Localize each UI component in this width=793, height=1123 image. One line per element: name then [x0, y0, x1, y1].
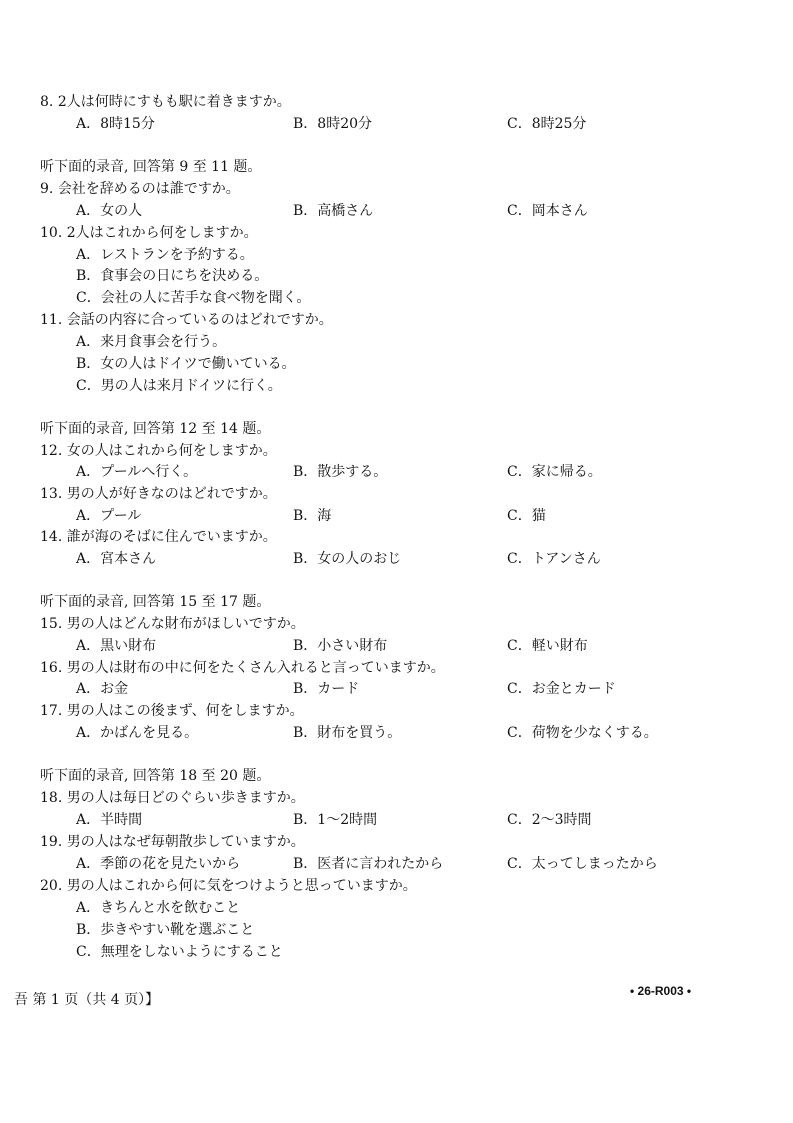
question-9 [40, 180, 240, 198]
question-number: 19. [40, 834, 63, 850]
option-b: B．8時20分 [293, 116, 373, 132]
option-a: A．季節の花を見たいから [76, 856, 241, 872]
question-number: 11. [40, 312, 63, 328]
question-text: 2人は何時にすもも駅に着きますか。 [57, 94, 291, 110]
option-b: B．1～2時間 [293, 812, 378, 828]
option-a: A．お金 [76, 681, 129, 697]
option-c: C．無理をしないようにすること [76, 944, 283, 960]
option-b: B．カード [293, 681, 360, 697]
question-number: 20. [40, 878, 63, 894]
question-number: 15. [40, 616, 63, 632]
option-c: C．会社の人に苦手な食べ物を聞く。 [76, 290, 311, 306]
option-a: A．来月食事会を行う。 [76, 334, 227, 350]
option-c: C．家に帰る。 [507, 464, 602, 480]
question-text: 男の人は財布の中に何をたくさん入れると言っていますか。 [66, 660, 445, 676]
section-heading: 听下面的录音, 回答第 12 至 14 题。 [40, 421, 271, 437]
option-b: B．海 [293, 508, 332, 524]
question-text: 男の人が好きなのはどれですか。 [66, 486, 277, 502]
option-a: A．プール [76, 508, 142, 524]
option-a: A．きちんと水を飲むこと [76, 900, 241, 916]
option-b: B．歩きやすい靴を選ぶこと [76, 922, 255, 938]
question-12 [40, 442, 277, 460]
option-a: A．レストランを予約する。 [76, 247, 254, 263]
option-a: A．半時間 [76, 812, 143, 828]
question-text: 男の人はこの後まず、何をしますか。 [66, 703, 304, 719]
question-11 [40, 311, 333, 329]
option-c: C．トアンさん [507, 551, 601, 567]
question-number: 9. [40, 181, 54, 197]
option-c: C．猫 [507, 508, 546, 524]
question-14 [40, 528, 277, 546]
question-text: 男の人はどんな財布がほしいですか。 [66, 616, 305, 632]
option-a: A．プールへ行く。 [76, 464, 198, 480]
option-b: B．財布を買う。 [293, 725, 402, 741]
option-b: B．女の人はドイツで働いている。 [76, 356, 296, 372]
question-text: 会社を辞めるのは誰ですか。 [57, 181, 240, 197]
option-a: A．黒い財布 [76, 638, 157, 654]
option-c: C．8時25分 [507, 116, 587, 132]
option-b: B．小さい財布 [293, 638, 388, 654]
question-text: 男の人はなぜ毎朝散歩していますか。 [66, 834, 305, 850]
question-number: 8. [40, 94, 54, 110]
section-heading: 听下面的录音, 回答第 18 至 20 题。 [40, 768, 271, 784]
option-a: A．女の人 [76, 203, 143, 219]
question-text: 男の人は毎日どのぐらい歩きますか。 [66, 790, 305, 806]
option-c: C．男の人は来月ドイツに行く。 [76, 378, 282, 394]
option-c: C．荷物を少なくする。 [507, 725, 658, 741]
option-a: A．8時15分 [76, 116, 155, 132]
option-b: B．高橋さん [293, 203, 374, 219]
option-a: A．宮本さん [76, 551, 157, 567]
option-b: B．散歩する。 [293, 464, 388, 480]
exam-code: • 26-R003 • [630, 984, 692, 998]
option-a: A．かばんを見る。 [76, 725, 199, 741]
option-b: B．食事会の日にちを決める。 [76, 268, 269, 284]
option-c: C．2～3時間 [507, 812, 592, 828]
question-16 [40, 659, 445, 677]
option-c: C．お金とカード [507, 681, 616, 697]
question-number: 17. [40, 703, 63, 719]
question-text: 2人はこれから何をしますか。 [66, 225, 258, 241]
question-text: 誰が海のそばに住んでいますか。 [66, 529, 277, 545]
question-number: 16. [40, 660, 63, 676]
question-number: 13. [40, 486, 63, 502]
option-c: C．岡本さん [507, 203, 588, 219]
question-15 [40, 615, 305, 633]
question-number: 14. [40, 529, 63, 545]
question-number: 10. [40, 225, 63, 241]
section-heading: 听下面的录音, 回答第 9 至 11 题。 [40, 159, 262, 175]
question-18 [40, 789, 305, 807]
option-b: B．女の人のおじ [293, 551, 402, 567]
option-c: C．軽い財布 [507, 638, 588, 654]
question-text: 女の人はこれから何をしますか。 [66, 443, 277, 459]
question-13 [40, 485, 277, 503]
question-8 [40, 93, 291, 111]
option-c: C．太ってしまったから [507, 856, 658, 872]
question-19 [40, 833, 305, 851]
option-b: B．医者に言われたから [293, 856, 444, 872]
question-10 [40, 224, 258, 242]
question-number: 18. [40, 790, 63, 806]
question-text: 会話の内容に合っているのはどれですか。 [66, 312, 333, 328]
question-text: 男の人はこれから何に気をつけようと思っていますか。 [66, 878, 417, 894]
question-20 [40, 877, 417, 895]
question-number: 12. [40, 443, 63, 459]
section-heading: 听下面的录音, 回答第 15 至 17 题。 [40, 594, 271, 610]
page-footer-label: 吾 第 1 页（共 4 页）】 [14, 992, 160, 1008]
question-17 [40, 702, 304, 720]
